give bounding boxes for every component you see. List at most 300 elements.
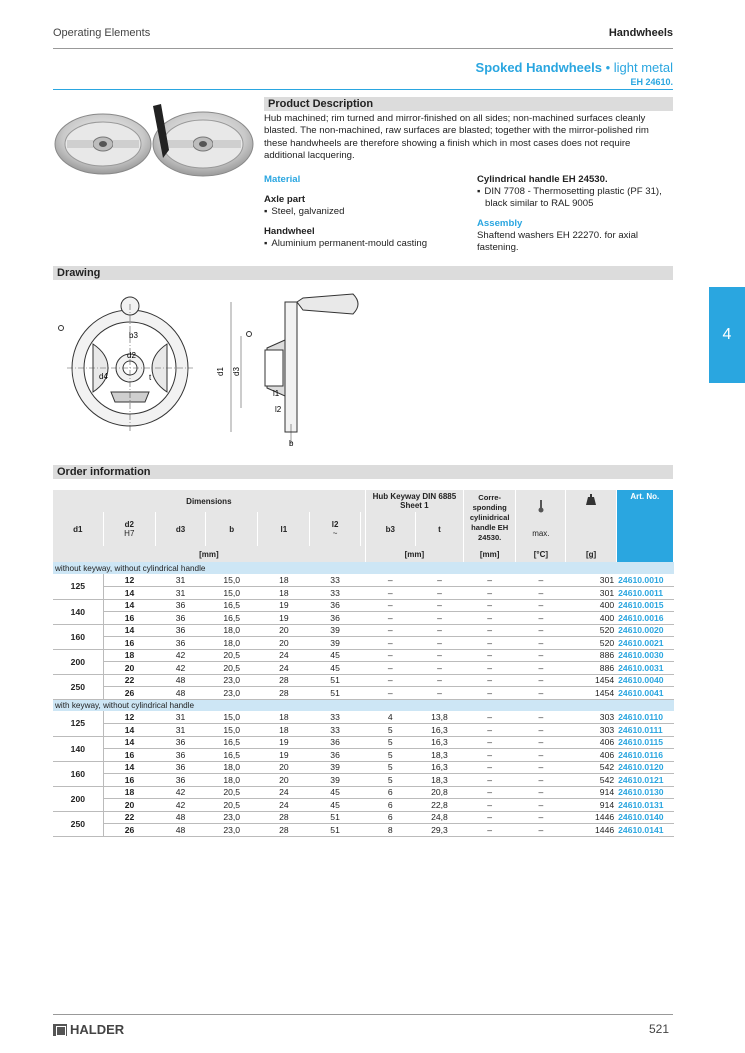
cell-handle: – (464, 761, 516, 774)
cell-t: – (415, 649, 463, 662)
cell-max: – (516, 711, 566, 724)
cell-b3: 5 (365, 749, 415, 762)
cell-handle: – (464, 824, 516, 837)
cell-b3: 5 (365, 736, 415, 749)
handwheel-value: ▪ Aluminium permanent-mould casting (264, 238, 464, 250)
table-row (53, 599, 674, 612)
footer-divider (53, 1014, 673, 1015)
cell-g: 542 (566, 761, 616, 774)
cell-b3: 6 (365, 799, 415, 812)
cell-handle: – (464, 786, 516, 799)
cell-max: – (516, 612, 566, 625)
cell-g: 886 (566, 649, 616, 662)
table-row (53, 761, 674, 774)
cell-l1: 20 (258, 774, 310, 787)
cell-l1: 24 (258, 649, 310, 662)
cell-b3: 5 (365, 724, 415, 737)
label-d2: d2 (127, 351, 136, 360)
cell-d3: 36 (155, 761, 205, 774)
cell-art[interactable]: 24610.0010 (616, 574, 673, 587)
cell-d2: 12 (103, 711, 155, 724)
cell-b3: – (365, 662, 415, 675)
cell-l2: 36 (310, 612, 360, 625)
cell-l2: 33 (310, 587, 360, 600)
cell-b: 15,0 (206, 574, 258, 587)
cell-g: 400 (566, 612, 616, 625)
cell-b3: – (365, 587, 415, 600)
cell-max: – (516, 662, 566, 675)
cell-g: 1446 (566, 824, 616, 837)
label-t: t (149, 373, 152, 382)
table-row (53, 674, 674, 687)
table-row (53, 786, 674, 799)
cell-art[interactable]: 24610.0140 (616, 811, 673, 824)
cell-handle: – (464, 612, 516, 625)
cell-d1: 140 (53, 599, 103, 624)
table-row (53, 736, 674, 749)
cell-max: – (516, 624, 566, 637)
cell-l2: 33 (310, 711, 360, 724)
cell-b3: – (365, 599, 415, 612)
cell-b: 18,0 (206, 637, 258, 650)
cell-t: – (415, 612, 463, 625)
cell-art[interactable]: 24610.0041 (616, 687, 673, 700)
cell-art[interactable]: 24610.0130 (616, 786, 673, 799)
chapter-tab[interactable]: 4 (709, 287, 745, 383)
cell-d2: 16 (103, 637, 155, 650)
cell-g: 301 (566, 574, 616, 587)
material-section (264, 174, 464, 250)
cell-b: 23,0 (206, 824, 258, 837)
cell-d2: 26 (103, 824, 155, 837)
cell-handle: – (464, 774, 516, 787)
cell-art[interactable]: 24610.0120 (616, 761, 673, 774)
cell-l2: 39 (310, 761, 360, 774)
cell-d1: 200 (53, 649, 103, 674)
cell-l2: 39 (310, 637, 360, 650)
axle-label: Axle part (264, 194, 306, 205)
label-b: b (289, 439, 294, 448)
cell-l1: 19 (258, 736, 310, 749)
cell-l1: 18 (258, 724, 310, 737)
axle-value: ▪ Steel, galvanized (264, 206, 464, 218)
product-description-heading: Product Description (264, 97, 673, 111)
cell-l1: 24 (258, 799, 310, 812)
art-no-header: Art. No. (616, 490, 673, 562)
hub-keyway-header: Hub Keyway DIN 6885 Sheet 1 (365, 490, 463, 512)
cell-g: 520 (566, 624, 616, 637)
order-table-body (53, 562, 674, 836)
cell-d3: 31 (155, 587, 205, 600)
cell-art[interactable]: 24610.0141 (616, 824, 673, 837)
cell-d1: 140 (53, 736, 103, 761)
cell-handle: – (464, 811, 516, 824)
cell-max: – (516, 637, 566, 650)
cell-handle: – (464, 749, 516, 762)
cell-max: – (516, 774, 566, 787)
cell-b3: 8 (365, 824, 415, 837)
cell-b3: 4 (365, 711, 415, 724)
cell-g: 1454 (566, 674, 616, 687)
cell-b3: – (365, 674, 415, 687)
col-d1: d1 (53, 512, 103, 546)
table-row (53, 824, 674, 837)
cell-d3: 36 (155, 612, 205, 625)
cell-t: – (415, 624, 463, 637)
title-separator: • (601, 60, 614, 75)
weight-header (566, 490, 616, 546)
col-d3: d3 (155, 512, 205, 546)
label-l1: l1 (273, 389, 280, 398)
cell-handle: – (464, 599, 516, 612)
product-photo (53, 100, 258, 185)
cell-g: 406 (566, 749, 616, 762)
cell-g: 914 (566, 799, 616, 812)
cell-b3: – (365, 624, 415, 637)
cell-art[interactable]: 24610.0021 (616, 637, 673, 650)
cell-handle: – (464, 574, 516, 587)
group-label: without keyway, without cylindrical handle (53, 562, 674, 574)
cell-b: 16,5 (206, 736, 258, 749)
cell-d1: 200 (53, 786, 103, 811)
cell-l2: 33 (310, 724, 360, 737)
cell-b: 15,0 (206, 587, 258, 600)
max-label: max. (532, 528, 550, 538)
table-row (53, 612, 674, 625)
cell-b: 18,0 (206, 761, 258, 774)
cell-art[interactable]: 24610.0031 (616, 662, 673, 675)
cell-art[interactable]: 24610.0131 (616, 799, 673, 812)
group-row (53, 699, 674, 711)
cell-art[interactable]: 24610.0030 (616, 649, 673, 662)
cell-b: 20,5 (206, 786, 258, 799)
cell-d1: 125 (53, 711, 103, 736)
col-b: b (206, 512, 258, 546)
handwheel-label: Handwheel (264, 226, 315, 237)
cell-l2: 39 (310, 624, 360, 637)
cell-b: 20,5 (206, 649, 258, 662)
halder-logo-icon (53, 1024, 67, 1036)
cell-d3: 36 (155, 637, 205, 650)
cell-t: – (415, 574, 463, 587)
label-b3: b3 (129, 331, 138, 340)
cell-t: – (415, 587, 463, 600)
cell-max: – (516, 574, 566, 587)
cell-d3: 31 (155, 574, 205, 587)
table-row (53, 637, 674, 650)
cell-art[interactable]: 24610.0040 (616, 674, 673, 687)
cell-l2: 51 (310, 824, 360, 837)
cell-l2: 36 (310, 736, 360, 749)
col-d2-tolerance: H7 (124, 529, 135, 538)
cell-d3: 48 (155, 674, 205, 687)
label-l2: l2 (275, 405, 282, 414)
table-row (53, 662, 674, 675)
table-row (53, 687, 674, 700)
cell-b: 16,5 (206, 612, 258, 625)
dimensions-header: Dimensions (53, 490, 365, 512)
col-l2 (310, 512, 360, 546)
cell-l2: 36 (310, 599, 360, 612)
cell-max: – (516, 649, 566, 662)
cell-l1: 20 (258, 637, 310, 650)
cell-g: 914 (566, 786, 616, 799)
cell-d2: 18 (103, 649, 155, 662)
cell-b: 23,0 (206, 687, 258, 700)
cell-b3: 5 (365, 761, 415, 774)
brand-name: HALDER (70, 1022, 125, 1037)
cell-g: 406 (566, 736, 616, 749)
cell-handle: – (464, 687, 516, 700)
cell-b3: – (365, 687, 415, 700)
cell-art[interactable]: 24610.0115 (616, 736, 673, 749)
product-description-text: Hub machined; rim turned and mirror-finished on all sides; non-machined surfaces cleanly blasted. The non-machined, raw surfaces are blasted; together with the mirror-polished rim these handwheels are therefore showing a finish which in most cases does not require additional lacquering. (264, 113, 649, 162)
order-table (53, 490, 674, 837)
cell-t: – (415, 599, 463, 612)
cell-max: – (516, 811, 566, 824)
cell-l1: 28 (258, 687, 310, 700)
cell-handle: – (464, 649, 516, 662)
cell-t: 24,8 (415, 811, 463, 824)
page-number: 521 (648, 1022, 669, 1036)
assembly-heading: Assembly (477, 218, 523, 229)
title-sub: light metal (613, 60, 673, 75)
unit-keyway: [mm] (365, 546, 463, 562)
cell-b3: 6 (365, 786, 415, 799)
unit-handle: [mm] (464, 546, 516, 562)
cell-g: 303 (566, 711, 616, 724)
cell-l1: 20 (258, 624, 310, 637)
cell-g: 400 (566, 599, 616, 612)
unit-temperature: [°C] (516, 546, 566, 562)
cell-art[interactable]: 24610.0110 (616, 711, 673, 724)
cell-handle: – (464, 724, 516, 737)
handle-value: ▪ DIN 7708 - Thermosetting plastic (PF 31), black similar to RAL 9005 (477, 186, 672, 210)
cell-g: 520 (566, 637, 616, 650)
cell-max: – (516, 687, 566, 700)
cell-b: 18,0 (206, 774, 258, 787)
table-row (53, 774, 674, 787)
table-row (53, 811, 674, 824)
group-label: with keyway, without cylindrical handle (53, 699, 674, 711)
assembly-text: Shaftend washers EH 22270. for axial fastening. (477, 230, 639, 253)
cell-t: 16,3 (415, 736, 463, 749)
handle-heading: Cylindrical handle EH 24530. (477, 174, 608, 185)
brand-logo (53, 1022, 124, 1037)
cell-d3: 42 (155, 662, 205, 675)
product-code: EH 24610. (630, 77, 673, 87)
title-main: Spoked Handwheels (475, 60, 602, 75)
cell-d2: 14 (103, 736, 155, 749)
page-title (476, 60, 673, 75)
cell-l1: 28 (258, 824, 310, 837)
unit-weight: [g] (566, 546, 616, 562)
cell-art[interactable]: 24610.0111 (616, 724, 673, 737)
cell-l1: 28 (258, 674, 310, 687)
cell-max: – (516, 724, 566, 737)
col-d2 (103, 512, 155, 546)
cell-l2: 33 (310, 574, 360, 587)
cell-d3: 48 (155, 824, 205, 837)
cell-t: 22,8 (415, 799, 463, 812)
cell-d3: 36 (155, 774, 205, 787)
cell-d2: 22 (103, 674, 155, 687)
cell-g: 542 (566, 774, 616, 787)
cell-l1: 28 (258, 811, 310, 824)
cell-l1: 24 (258, 786, 310, 799)
cell-l2: 45 (310, 786, 360, 799)
handle-section (477, 174, 677, 254)
cell-d3: 48 (155, 811, 205, 824)
cell-b: 20,5 (206, 799, 258, 812)
cell-art[interactable]: 24610.0015 (616, 599, 673, 612)
col-t: t (415, 512, 463, 546)
cell-handle: – (464, 674, 516, 687)
cell-art[interactable]: 24610.0121 (616, 774, 673, 787)
col-l2-tolerance: ~ (332, 529, 338, 538)
cell-d2: 18 (103, 786, 155, 799)
cell-d2: 16 (103, 612, 155, 625)
cell-l1: 24 (258, 662, 310, 675)
cell-g: 886 (566, 662, 616, 675)
drawing-heading: Drawing (53, 266, 673, 280)
cell-d3: 31 (155, 711, 205, 724)
cell-d3: 42 (155, 786, 205, 799)
cell-d2: 20 (103, 662, 155, 675)
unit-dimensions: [mm] (53, 546, 365, 562)
cell-b3: – (365, 649, 415, 662)
cell-d3: 36 (155, 736, 205, 749)
cell-b: 15,0 (206, 711, 258, 724)
cell-d2: 14 (103, 761, 155, 774)
cell-d2: 26 (103, 687, 155, 700)
cell-l1: 19 (258, 612, 310, 625)
table-row (53, 724, 674, 737)
cell-handle: – (464, 624, 516, 637)
cell-d2: 14 (103, 624, 155, 637)
col-b3: b3 (365, 512, 415, 546)
cell-d3: 36 (155, 599, 205, 612)
cell-d2: 14 (103, 724, 155, 737)
cell-max: – (516, 587, 566, 600)
cell-l2: 36 (310, 749, 360, 762)
cell-max: – (516, 749, 566, 762)
cell-d1: 125 (53, 574, 103, 599)
cell-l1: 18 (258, 574, 310, 587)
cell-d2: 16 (103, 749, 155, 762)
cell-handle: – (464, 799, 516, 812)
cell-b: 16,5 (206, 749, 258, 762)
table-row (53, 587, 674, 600)
cell-l2: 51 (310, 687, 360, 700)
cell-art[interactable]: 24610.0020 (616, 624, 673, 637)
cell-b: 20,5 (206, 662, 258, 675)
cell-l2: 51 (310, 811, 360, 824)
cell-b: 18,0 (206, 624, 258, 637)
cell-b: 15,0 (206, 724, 258, 737)
cell-handle: – (464, 662, 516, 675)
cell-max: – (516, 824, 566, 837)
cell-t: 18,3 (415, 749, 463, 762)
cell-handle: – (464, 736, 516, 749)
table-row (53, 711, 674, 724)
cell-t: – (415, 637, 463, 650)
cell-d2: 16 (103, 774, 155, 787)
cell-d2: 12 (103, 574, 155, 587)
cell-t: 16,3 (415, 761, 463, 774)
cell-t: 18,3 (415, 774, 463, 787)
table-row (53, 749, 674, 762)
cell-l2: 45 (310, 799, 360, 812)
cell-d3: 36 (155, 624, 205, 637)
table-row (53, 624, 674, 637)
table-row (53, 574, 674, 587)
cell-handle: – (464, 637, 516, 650)
cell-d1: 250 (53, 674, 103, 699)
weight-icon (585, 494, 597, 506)
order-heading: Order information (53, 465, 673, 479)
cell-art[interactable]: 24610.0016 (616, 612, 673, 625)
header-divider (53, 48, 673, 49)
thermometer-icon (537, 499, 545, 513)
material-heading: Material (264, 174, 301, 185)
cell-l1: 18 (258, 587, 310, 600)
cell-b3: – (365, 574, 415, 587)
cell-d3: 31 (155, 724, 205, 737)
title-divider (53, 89, 673, 90)
cell-max: – (516, 799, 566, 812)
cell-g: 1454 (566, 687, 616, 700)
cell-d1: 250 (53, 811, 103, 836)
cell-d3: 36 (155, 749, 205, 762)
cell-t: 29,3 (415, 824, 463, 837)
cell-max: – (516, 736, 566, 749)
cell-b: 23,0 (206, 811, 258, 824)
cell-d1: 160 (53, 624, 103, 649)
cell-d2: 14 (103, 587, 155, 600)
cell-max: – (516, 599, 566, 612)
cell-l1: 19 (258, 599, 310, 612)
cell-l2: 45 (310, 649, 360, 662)
cell-b3: 6 (365, 811, 415, 824)
cell-t: 16,3 (415, 724, 463, 737)
cell-t: – (415, 687, 463, 700)
cell-handle: – (464, 711, 516, 724)
cell-l1: 18 (258, 711, 310, 724)
cell-handle: – (464, 587, 516, 600)
cell-d3: 42 (155, 649, 205, 662)
label-d4: d4 (99, 372, 108, 381)
cell-t: 13,8 (415, 711, 463, 724)
category-header: Handwheels (608, 27, 673, 39)
cell-b: 23,0 (206, 674, 258, 687)
col-l2-label: l2 (331, 520, 339, 529)
cell-art[interactable]: 24610.0116 (616, 749, 673, 762)
cell-l2: 51 (310, 674, 360, 687)
group-row (53, 562, 674, 574)
cell-art[interactable]: 24610.0011 (616, 587, 673, 600)
col-l1: l1 (258, 512, 310, 546)
cell-g: 303 (566, 724, 616, 737)
cell-t: – (415, 674, 463, 687)
col-d2-label: d2 (124, 520, 134, 529)
cell-l2: 39 (310, 774, 360, 787)
cell-l2: 45 (310, 662, 360, 675)
cell-d3: 42 (155, 799, 205, 812)
cell-max: – (516, 786, 566, 799)
cell-l1: 20 (258, 761, 310, 774)
cell-g: 1446 (566, 811, 616, 824)
